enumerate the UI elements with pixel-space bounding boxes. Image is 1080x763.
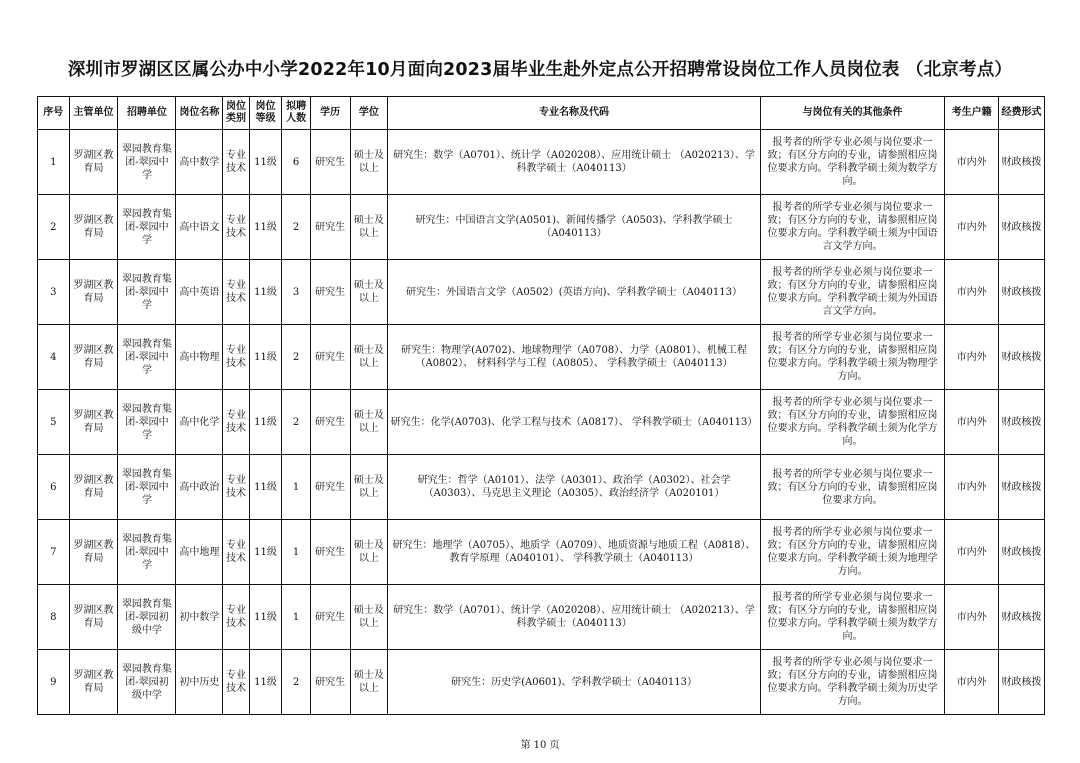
cell-no: 3 xyxy=(38,260,70,325)
cell-education: 研究生 xyxy=(310,585,350,650)
header-major: 专业名称及代码 xyxy=(388,97,761,130)
cell-dept: 罗湖区教育局 xyxy=(69,130,118,195)
cell-category: 专业技术 xyxy=(223,585,249,650)
cell-count: 2 xyxy=(282,195,311,260)
header-category: 岗位类别 xyxy=(223,97,249,130)
cell-funding: 财政核拨 xyxy=(999,650,1045,715)
cell-conditions: 报考者的所学专业必须与岗位要求一致；有区分方向的专业，请参照相应岗位要求方向。 xyxy=(760,455,944,520)
cell-major: 研究生：物理学(A0702)、地球物理学（A0708）、力学（A0801）、机械工程（A0802）、 材料科学与工程（A0805）、 学科教学硕士（A040113） xyxy=(388,325,761,390)
cell-category: 专业技术 xyxy=(223,650,249,715)
cell-conditions: 报考者的所学专业必须与岗位要求一致；有区分方向的专业，请参照相应岗位要求方向。学科教学硕士须为外国语言文学方向。 xyxy=(760,260,944,325)
cell-conditions: 报考者的所学专业必须与岗位要求一致；有区分方向的专业，请参照相应岗位要求方向。学科教学硕士须为数学方向。 xyxy=(760,130,944,195)
cell-no: 2 xyxy=(38,195,70,260)
cell-funding: 财政核拨 xyxy=(999,455,1045,520)
cell-category: 专业技术 xyxy=(223,325,249,390)
cell-major: 研究生：化学(A0703)、化学工程与技术（A0817）、 学科教学硕士（A040113） xyxy=(388,390,761,455)
header-level: 岗位等级 xyxy=(249,97,282,130)
cell-position: 高中地理 xyxy=(176,520,223,585)
table-row xyxy=(38,650,1045,715)
cell-position: 高中化学 xyxy=(176,390,223,455)
cell-education: 研究生 xyxy=(310,130,350,195)
page-number: 第 10 页 xyxy=(520,740,560,751)
cell-position: 初中历史 xyxy=(176,650,223,715)
cell-dept: 罗湖区教育局 xyxy=(69,260,118,325)
cell-employer: 翠园教育集团-翠园初级中学 xyxy=(118,650,176,715)
cell-residence: 市内外 xyxy=(945,325,999,390)
cell-level: 11级 xyxy=(249,260,282,325)
cell-employer: 翠园教育集团-翠园中学 xyxy=(118,260,176,325)
cell-major: 研究生：数学（A0701）、统计学（A020208）、应用统计硕士 （A020213）、学科教学硕士（A040113） xyxy=(388,130,761,195)
table-row xyxy=(38,390,1045,455)
cell-dept: 罗湖区教育局 xyxy=(69,325,118,390)
cell-degree: 硕士及以上 xyxy=(350,130,388,195)
cell-no: 1 xyxy=(38,130,70,195)
header-count: 拟聘人数 xyxy=(282,97,311,130)
cell-degree: 硕士及以上 xyxy=(350,520,388,585)
cell-major: 研究生：中国语言文学(A0501)、新闻传播学（A0503)、学科教学硕士（A040113） xyxy=(388,195,761,260)
cell-employer: 翠园教育集团-翠园中学 xyxy=(118,390,176,455)
cell-no: 6 xyxy=(38,455,70,520)
cell-employer: 翠园教育集团-翠园初级中学 xyxy=(118,585,176,650)
cell-level: 11级 xyxy=(249,585,282,650)
table-row xyxy=(38,520,1045,585)
cell-level: 11级 xyxy=(249,520,282,585)
cell-residence: 市内外 xyxy=(945,455,999,520)
cell-count: 2 xyxy=(282,390,311,455)
table-row xyxy=(38,325,1045,390)
table-header-row xyxy=(38,97,1045,130)
cell-category: 专业技术 xyxy=(223,455,249,520)
cell-category: 专业技术 xyxy=(223,195,249,260)
cell-conditions: 报考者的所学专业必须与岗位要求一致；有区分方向的专业，请参照相应岗位要求方向。学科教学硕士须为地理学方向。 xyxy=(760,520,944,585)
cell-residence: 市内外 xyxy=(945,260,999,325)
cell-degree: 硕士及以上 xyxy=(350,455,388,520)
cell-employer: 翠园教育集团-翠园中学 xyxy=(118,195,176,260)
cell-level: 11级 xyxy=(249,650,282,715)
header-funding: 经费形式 xyxy=(999,97,1045,130)
cell-education: 研究生 xyxy=(310,195,350,260)
cell-major: 研究生：历史学(A0601)、学科教学硕士（A040113） xyxy=(388,650,761,715)
cell-education: 研究生 xyxy=(310,455,350,520)
cell-dept: 罗湖区教育局 xyxy=(69,390,118,455)
cell-funding: 财政核拨 xyxy=(999,520,1045,585)
cell-count: 2 xyxy=(282,325,311,390)
cell-position: 高中数学 xyxy=(176,130,223,195)
header-employer: 招聘单位 xyxy=(118,97,176,130)
cell-position: 高中英语 xyxy=(176,260,223,325)
cell-category: 专业技术 xyxy=(223,390,249,455)
cell-level: 11级 xyxy=(249,455,282,520)
cell-position: 初中数学 xyxy=(176,585,223,650)
table-row xyxy=(38,260,1045,325)
cell-residence: 市内外 xyxy=(945,195,999,260)
cell-count: 3 xyxy=(282,260,311,325)
cell-residence: 市内外 xyxy=(945,390,999,455)
cell-category: 专业技术 xyxy=(223,130,249,195)
cell-count: 6 xyxy=(282,130,311,195)
cell-education: 研究生 xyxy=(310,325,350,390)
cell-employer: 翠园教育集团-翠园中学 xyxy=(118,130,176,195)
cell-dept: 罗湖区教育局 xyxy=(69,650,118,715)
cell-no: 7 xyxy=(38,520,70,585)
cell-count: 1 xyxy=(282,455,311,520)
header-education: 学历 xyxy=(310,97,350,130)
cell-dept: 罗湖区教育局 xyxy=(69,455,118,520)
cell-residence: 市内外 xyxy=(945,650,999,715)
cell-employer: 翠园教育集团-翠园中学 xyxy=(118,520,176,585)
cell-conditions: 报考者的所学专业必须与岗位要求一致；有区分方向的专业，请参照相应岗位要求方向。学科教学硕士须为化学方向。 xyxy=(760,390,944,455)
cell-no: 4 xyxy=(38,325,70,390)
cell-dept: 罗湖区教育局 xyxy=(69,585,118,650)
cell-no: 9 xyxy=(38,650,70,715)
header-degree: 学位 xyxy=(350,97,388,130)
cell-education: 研究生 xyxy=(310,650,350,715)
cell-conditions: 报考者的所学专业必须与岗位要求一致；有区分方向的专业，请参照相应岗位要求方向。学科教学硕士须为物理学方向。 xyxy=(760,325,944,390)
cell-funding: 财政核拨 xyxy=(999,585,1045,650)
cell-level: 11级 xyxy=(249,325,282,390)
cell-count: 1 xyxy=(282,585,311,650)
cell-major: 研究生：数学（A0701）、统计学（A020208）、应用统计硕士 （A020213）、学科教学硕士（A040113） xyxy=(388,585,761,650)
cell-funding: 财政核拨 xyxy=(999,195,1045,260)
cell-funding: 财政核拨 xyxy=(999,260,1045,325)
table-row xyxy=(38,455,1045,520)
cell-degree: 硕士及以上 xyxy=(350,195,388,260)
cell-degree: 硕士及以上 xyxy=(350,325,388,390)
cell-education: 研究生 xyxy=(310,260,350,325)
cell-employer: 翠园教育集团-翠园中学 xyxy=(118,325,176,390)
header-position: 岗位名称 xyxy=(176,97,223,130)
cell-level: 11级 xyxy=(249,130,282,195)
cell-funding: 财政核拨 xyxy=(999,130,1045,195)
cell-no: 8 xyxy=(38,585,70,650)
cell-position: 高中政治 xyxy=(176,455,223,520)
cell-dept: 罗湖区教育局 xyxy=(69,520,118,585)
cell-category: 专业技术 xyxy=(223,260,249,325)
document-title: 深圳市罗湖区区属公办中小学2022年10月面向2023届毕业生赴外定点公开招聘常设岗位工作人员岗位表 （北京考点） xyxy=(67,60,1013,80)
cell-degree: 硕士及以上 xyxy=(350,650,388,715)
cell-major: 研究生：地理学（A0705）、地质学（A0709）、地质资源与地质工程（A0818）、教育学原理（A040101）、 学科教学硕士（A040113） xyxy=(388,520,761,585)
cell-major: 研究生：外国语言文学（A0502）(英语方向)、学科教学硕士（A040113） xyxy=(388,260,761,325)
cell-count: 2 xyxy=(282,650,311,715)
cell-employer: 翠园教育集团-翠园中学 xyxy=(118,455,176,520)
cell-position: 高中物理 xyxy=(176,325,223,390)
table-row xyxy=(38,585,1045,650)
table-row xyxy=(38,195,1045,260)
table-row xyxy=(38,130,1045,195)
cell-funding: 财政核拨 xyxy=(999,390,1045,455)
cell-education: 研究生 xyxy=(310,520,350,585)
cell-education: 研究生 xyxy=(310,390,350,455)
header-residence: 考生户籍 xyxy=(945,97,999,130)
cell-major: 研究生：哲学（A0101）、法学（A0301）、政治学（A0302）、社会学（A0303）、马克思主义理论（A0305）、政治经济学（A020101） xyxy=(388,455,761,520)
header-dept: 主管单位 xyxy=(69,97,118,130)
cell-level: 11级 xyxy=(249,390,282,455)
cell-degree: 硕士及以上 xyxy=(350,390,388,455)
cell-degree: 硕士及以上 xyxy=(350,585,388,650)
cell-category: 专业技术 xyxy=(223,520,249,585)
cell-conditions: 报考者的所学专业必须与岗位要求一致；有区分方向的专业，请参照相应岗位要求方向。学科教学硕士须为中国语言文学方向。 xyxy=(760,195,944,260)
cell-degree: 硕士及以上 xyxy=(350,260,388,325)
positions-table xyxy=(37,96,1045,715)
cell-position: 高中语文 xyxy=(176,195,223,260)
cell-conditions: 报考者的所学专业必须与岗位要求一致；有区分方向的专业，请参照相应岗位要求方向。学科教学硕士须为数学方向。 xyxy=(760,585,944,650)
cell-level: 11级 xyxy=(249,195,282,260)
cell-funding: 财政核拨 xyxy=(999,325,1045,390)
header-conditions: 与岗位有关的其他条件 xyxy=(760,97,944,130)
cell-count: 1 xyxy=(282,520,311,585)
cell-residence: 市内外 xyxy=(945,520,999,585)
cell-residence: 市内外 xyxy=(945,130,999,195)
header-no: 序号 xyxy=(38,97,70,130)
cell-conditions: 报考者的所学专业必须与岗位要求一致；有区分方向的专业，请参照相应岗位要求方向。学科教学硕士须为历史学方向。 xyxy=(760,650,944,715)
cell-residence: 市内外 xyxy=(945,585,999,650)
cell-no: 5 xyxy=(38,390,70,455)
cell-dept: 罗湖区教育局 xyxy=(69,195,118,260)
